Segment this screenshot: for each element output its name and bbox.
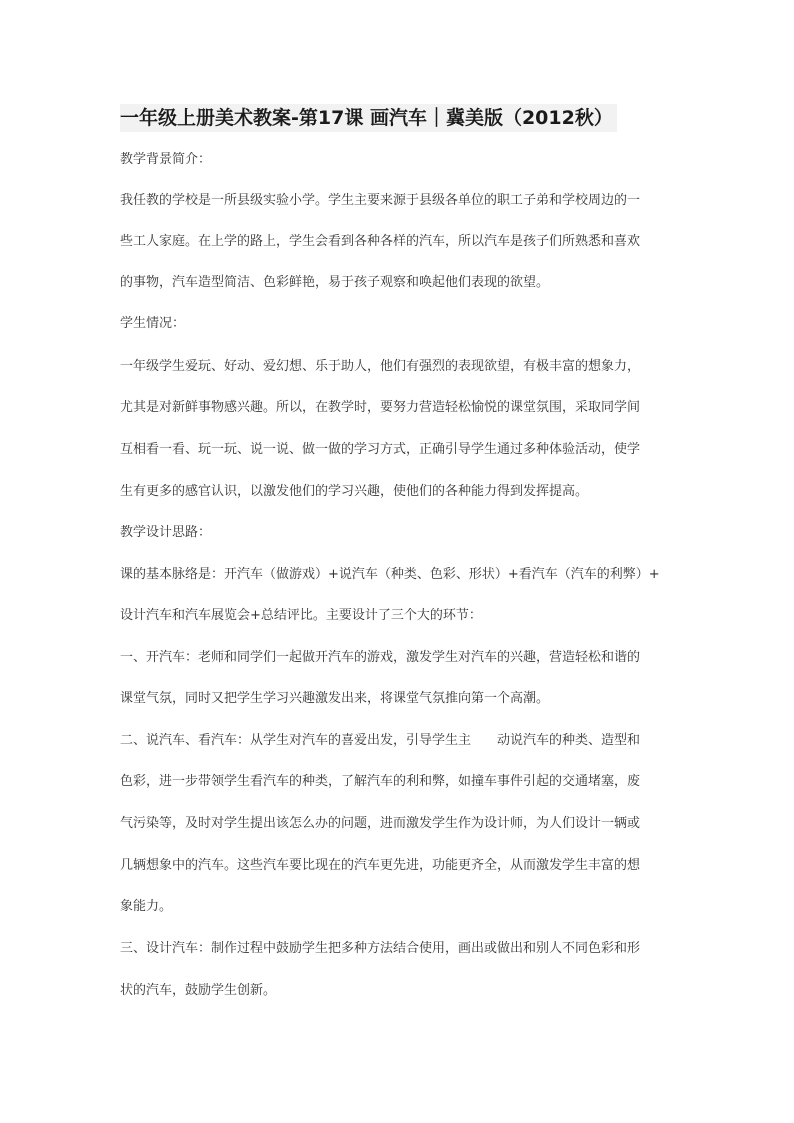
text-line: 一、开汽车：老师和同学们一起做开汽车的游戏，激发学生对汽车的兴趣，营造轻松和谐的 (120, 650, 641, 665)
text-line: 几辆想象中的汽车。这些汽车要比现在的汽车更先进，功能更齐全，从而激发学生丰富的想 (120, 858, 641, 873)
text-line: 三、设计汽车：制作过程中鼓励学生把多种方法结合使用，画出或做出和别人不同色彩和形 (120, 941, 641, 956)
text-line: 课堂气氛，同时又把学生学习兴趣激发出来，将课堂气氛推向第一个高潮。 (120, 691, 550, 706)
text-line: 互相看一看、玩一玩、说一说、做一做的学习方式，正确引导学生通过多种体验活动，使学 (120, 442, 641, 457)
text-line: 二、说汽车、看汽车：从学生对汽车的喜爱出发，引导学生主 动说汽车的种类、造型和 (120, 733, 641, 748)
document-title: 一年级上册美术教案-第17课 画汽车｜冀美版（2012秋） (120, 104, 617, 132)
text-line: 的事物，汽车造型简洁、色彩鲜艳，易于孩子观察和唤起他们表现的欲望。 (120, 275, 550, 290)
text-line: 一年级学生爱玩、好动、爱幻想、乐于助人，他们有强烈的表现欲望，有极丰富的想象力， (120, 359, 641, 374)
text-line: 教学设计思路： (120, 525, 212, 540)
text-line: 状的汽车，鼓励学生创新。 (120, 983, 277, 998)
text-line: 课的基本脉络是：开汽车（做游戏）+说汽车（种类、色彩、形状）+看汽车（汽车的利弊）+ (120, 567, 660, 582)
text-line: 些工人家庭。在上学的路上，学生会看到各种各样的汽车，所以汽车是孩子们所熟悉和喜欢 (120, 234, 641, 249)
text-line: 学生情况： (120, 316, 186, 331)
text-line: 象能力。 (120, 899, 173, 914)
text-line: 尤其是对新鲜事物感兴趣。所以，在教学时，要努力营造轻松愉悦的课堂氛围，采取同学间 (120, 400, 641, 415)
text-line: 色彩，进一步带领学生看汽车的种类，了解汽车的利和弊，如撞车事件引起的交通堵塞，废 (120, 774, 641, 789)
text-line: 气污染等，及时对学生提出该怎么办的问题，进而激发学生作为设计师，为人们设计一辆或 (120, 816, 641, 831)
text-line: 设计汽车和汽车展览会+总结评比。主要设计了三个大的环节： (120, 608, 482, 623)
text-line: 生有更多的感官认识，以激发他们的学习兴趣，使他们的各种能力得到发挥提高。 (120, 484, 589, 499)
text-line: 我任教的学校是一所县级实验小学。学生主要来源于县级各单位的职工子弟和学校周边的一 (120, 193, 641, 208)
text-line: 教学背景简介： (120, 152, 212, 167)
